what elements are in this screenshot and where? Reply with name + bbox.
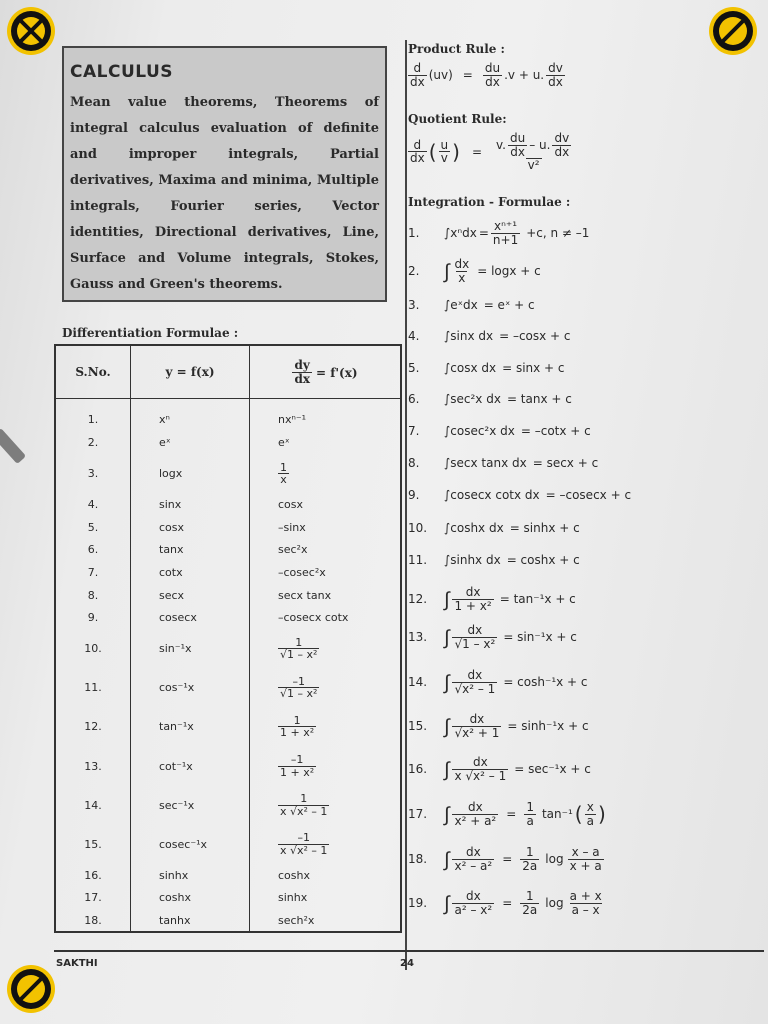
integration-title: Integration - Formulae :	[408, 195, 571, 209]
table-row	[55, 493, 401, 516]
derivative-numerator: 1	[293, 713, 301, 727]
formula-number: 15.	[408, 719, 428, 734]
quotient-rule-formula: $\frac{d}{dx}$ ( $\frac{u}{v}$ ) = v. $\frac{du}{dx}$ – u. $\frac{dv}{dx}$ v²	[410, 131, 570, 173]
row-derivative: –sinx	[250, 516, 402, 539]
formula-number: 7.	[408, 424, 420, 438]
row-number: 10.	[55, 629, 131, 668]
uv-term: (uv)	[428, 68, 453, 83]
table-row	[55, 431, 401, 454]
dx-symbol: dx	[510, 144, 525, 159]
integration-formula	[408, 624, 577, 650]
integration-formula	[408, 298, 535, 312]
row-function: cosx	[131, 516, 250, 539]
denominator: a – x	[571, 902, 600, 917]
row-function: sinx	[131, 493, 250, 516]
denominator: x² + a²	[454, 813, 497, 828]
derivative-numerator: 1	[280, 460, 287, 474]
integration-formula	[408, 361, 565, 375]
numerator: a + x	[569, 889, 602, 903]
formula-lhs: ∫sinhx dx	[444, 553, 501, 567]
formula-rhs: = sin⁻¹x + c	[503, 630, 577, 645]
formula-number: 14.	[408, 675, 428, 690]
row-function: secx	[131, 584, 250, 607]
table-row	[55, 539, 401, 562]
integrand-fraction	[452, 258, 471, 284]
formula-rhs: = –cotx + c	[520, 424, 591, 438]
numerator: dx	[469, 712, 485, 726]
formula-rhs: = coshx + c	[506, 553, 580, 567]
argument-fraction	[568, 890, 604, 916]
denominator: √x² – 1	[454, 681, 496, 696]
equals: =	[506, 807, 517, 822]
row-number: 8.	[55, 584, 131, 607]
row-number: 15.	[55, 825, 131, 864]
denominator: √x² + 1	[454, 725, 500, 740]
quotient-rule-title: Quotient Rule:	[408, 112, 507, 126]
table-row	[55, 825, 401, 864]
row-function: tan⁻¹x	[131, 707, 250, 746]
integrand-fraction	[452, 846, 494, 872]
coefficient-fraction	[524, 801, 536, 827]
row-function: coshx	[131, 887, 250, 910]
column-divider	[405, 40, 407, 970]
row-number: 18.	[55, 909, 131, 932]
integration-formula	[408, 713, 589, 739]
derivative-denominator: 1 + x²	[280, 765, 315, 779]
table-row	[55, 454, 401, 493]
row-function: tanx	[131, 539, 250, 562]
row-derivative	[250, 629, 402, 668]
integral-sign: ∫	[444, 847, 450, 872]
table-row	[55, 707, 401, 746]
row-number: 17.	[55, 887, 131, 910]
dv-symbol: dv	[554, 131, 570, 145]
formula-number: 19.	[408, 896, 428, 911]
formula-number: 5.	[408, 361, 420, 375]
v-dot: v.	[496, 137, 506, 152]
differentiation-table	[54, 344, 402, 933]
row-function: xⁿ	[131, 407, 250, 432]
integral-sign: ∫	[444, 891, 450, 916]
footer-rule	[54, 950, 764, 952]
integration-formula	[408, 553, 580, 567]
formula-number: 11.	[408, 553, 428, 567]
equals: =	[471, 144, 483, 159]
derivative-numerator: –1	[290, 753, 304, 767]
dx-symbol: dx	[548, 74, 563, 89]
row-function: cotx	[131, 561, 250, 584]
header-rhs: = f'(x)	[315, 365, 358, 380]
derivative-denominator: x	[280, 473, 287, 487]
header-sno: S.No.	[55, 345, 131, 399]
row-number: 3.	[55, 454, 131, 493]
formula-rhs: log	[545, 896, 564, 911]
formula-rhs: = –cosx + c	[499, 329, 571, 343]
row-number: 5.	[55, 516, 131, 539]
d-symbol: d	[413, 61, 422, 75]
dx-symbol: dx	[485, 74, 500, 89]
row-derivative: cosx	[250, 493, 402, 516]
denominator: n+1	[492, 232, 519, 247]
equals: =	[478, 226, 489, 241]
formula-number: 3.	[408, 298, 420, 312]
publisher-label: SAKTHI	[56, 958, 98, 969]
numerator: dx	[467, 623, 483, 637]
numerator: x – a	[571, 845, 600, 859]
row-function: cos⁻¹x	[131, 668, 250, 707]
row-derivative	[250, 454, 402, 493]
formula-number: 16.	[408, 762, 428, 777]
padding-cell	[55, 399, 131, 407]
dx-symbol: dx	[410, 151, 425, 166]
formula-lhs: ∫xⁿdx	[444, 226, 477, 241]
formula-rhs: = –cosecx + c	[545, 488, 632, 502]
syllabus-box	[62, 46, 387, 302]
derivative-denominator: x √x² – 1	[280, 804, 328, 818]
row-function: eˣ	[131, 431, 250, 454]
formula-number: 18.	[408, 852, 428, 867]
table-row	[55, 909, 401, 932]
row-number: 11.	[55, 668, 131, 707]
formula-rhs: = sec⁻¹x + c	[514, 762, 591, 777]
numerator: 1	[525, 889, 534, 903]
numerator: dx	[467, 668, 483, 682]
integrand-fraction	[452, 890, 494, 916]
paren: )	[597, 802, 606, 827]
row-number: 7.	[55, 561, 131, 584]
integrand-fraction	[452, 669, 497, 695]
derivative-denominator: x √x² – 1	[280, 843, 328, 857]
integrand-fraction	[452, 586, 493, 612]
table-row	[55, 584, 401, 607]
row-function: sin⁻¹x	[131, 629, 250, 668]
v-squared: v²	[527, 158, 540, 173]
row-derivative	[250, 747, 402, 786]
integral-sign: ∫	[444, 670, 450, 695]
numerator: dx	[468, 800, 483, 814]
integration-formula	[408, 220, 589, 246]
coefficient-fraction	[520, 890, 539, 916]
formula-lhs: ∫cosec²x dx	[444, 424, 515, 438]
formula-number: 4.	[408, 329, 420, 343]
formula-rhs: = eˣ + c	[483, 298, 535, 312]
integration-formula	[408, 801, 606, 827]
numerator: dx	[465, 585, 481, 599]
formula-number: 1.	[408, 226, 420, 241]
integration-formula	[408, 329, 571, 343]
header-dx: dx	[294, 372, 310, 386]
row-derivative: nxⁿ⁻¹	[250, 407, 402, 432]
formula-rhs: = tan⁻¹x + c	[499, 592, 576, 607]
formula-number: 13.	[408, 630, 428, 645]
row-derivative	[250, 786, 402, 825]
formula-number: 17.	[408, 807, 428, 822]
table-row	[55, 516, 401, 539]
numerator: dx	[465, 889, 481, 903]
row-derivative: –cosec²x	[250, 561, 402, 584]
integration-formula	[408, 392, 572, 406]
row-number: 6.	[55, 539, 131, 562]
integrand-fraction	[452, 624, 497, 650]
row-derivative: eˣ	[250, 431, 402, 454]
d-symbol: d	[413, 137, 422, 152]
row-derivative: coshx	[250, 864, 402, 887]
derivative-numerator: –1	[292, 674, 305, 688]
integrand-fraction	[452, 756, 508, 782]
row-function: cot⁻¹x	[131, 747, 250, 786]
formula-lhs: ∫coshx dx	[444, 521, 504, 535]
padding-cell	[131, 399, 250, 407]
product-term: .v + u.	[504, 68, 545, 83]
table-row	[55, 629, 401, 668]
differentiation-title: Differentiation Formulae :	[62, 326, 239, 340]
formula-number: 6.	[408, 392, 420, 406]
integration-formula	[408, 521, 580, 535]
formula-lhs: ∫secx tanx dx	[444, 456, 527, 470]
formula-rhs: = sinh⁻¹x + c	[507, 719, 589, 734]
row-derivative	[250, 668, 402, 707]
numerator: x	[586, 800, 594, 814]
argument-fraction	[585, 801, 596, 827]
formula-rhs: +c, n ≠ –1	[526, 226, 590, 241]
table-row	[55, 668, 401, 707]
no-pen-badge-icon	[708, 6, 758, 56]
argument-fraction	[568, 846, 604, 872]
integration-formula	[408, 846, 606, 872]
header-derivative	[250, 345, 402, 399]
denominator: 1 + x²	[454, 598, 492, 613]
formula-number: 12.	[408, 592, 428, 607]
integration-formula	[408, 488, 631, 502]
row-function: cosecx	[131, 607, 250, 630]
table-row	[55, 887, 401, 910]
formula-lhs: ∫cosx dx	[444, 361, 497, 375]
integration-formula	[408, 586, 576, 612]
header-function: y = f(x)	[131, 345, 250, 399]
integrand-fraction	[452, 801, 498, 827]
row-derivative: sec²x	[250, 539, 402, 562]
product-rule-formula	[408, 62, 565, 88]
numerator: 1	[525, 845, 534, 859]
integration-formula	[408, 258, 541, 284]
equals: =	[502, 896, 513, 911]
derivative-numerator: –1	[297, 831, 310, 845]
row-number: 1.	[55, 407, 131, 432]
row-number: 13.	[55, 747, 131, 786]
table-row	[55, 864, 401, 887]
formula-rhs: = sinx + c	[502, 361, 565, 375]
equals: =	[502, 852, 513, 867]
row-derivative: sinhx	[250, 887, 402, 910]
paren: (	[574, 802, 583, 827]
formula-rhs: tan⁻¹	[541, 807, 573, 822]
result-fraction	[491, 220, 520, 246]
numerator: dx	[454, 257, 470, 271]
integral-sign: ∫	[444, 757, 450, 782]
differentiation-rows	[55, 399, 401, 933]
denominator: a² – x²	[454, 902, 493, 917]
denominator: x² – a²	[454, 858, 493, 873]
formula-lhs: ∫cosecx cotx dx	[444, 488, 540, 502]
integration-formula	[408, 669, 588, 695]
denominator: 2a	[522, 902, 538, 917]
denominator: √1 – x²	[454, 636, 496, 651]
denominator: x + a	[569, 858, 602, 873]
row-function: cosec⁻¹x	[131, 825, 250, 864]
formula-rhs: = secx + c	[532, 456, 599, 470]
derivative-denominator: √1 – x²	[280, 687, 318, 701]
integration-formula	[408, 424, 591, 438]
table-padding	[55, 399, 401, 407]
minus-u: – u.	[529, 137, 551, 152]
row-number: 2.	[55, 431, 131, 454]
integration-formula	[408, 756, 591, 782]
integral-sign: ∫	[444, 587, 450, 612]
formula-rhs: log	[545, 852, 564, 867]
coefficient-fraction	[520, 846, 539, 872]
derivative-numerator: 1	[300, 792, 308, 806]
header-dy: dy	[294, 358, 310, 373]
denominator: a	[526, 813, 534, 828]
table-row	[55, 407, 401, 432]
table-row	[55, 607, 401, 630]
row-derivative: –cosecx cotx	[250, 607, 402, 630]
row-function: sinhx	[131, 864, 250, 887]
dx-symbol: dx	[554, 144, 570, 159]
numerator: 1	[526, 800, 534, 814]
v-symbol: v	[440, 151, 448, 166]
denominator: 2a	[522, 858, 538, 873]
row-derivative: secx tanx	[250, 584, 402, 607]
padding-cell	[250, 399, 402, 407]
equals: =	[462, 68, 473, 83]
dv-symbol: dv	[548, 61, 563, 75]
derivative-denominator: 1 + x²	[280, 726, 315, 740]
formula-rhs: = logx + c	[477, 264, 541, 279]
integral-sign: ∫	[444, 802, 450, 827]
row-function: logx	[131, 454, 250, 493]
integration-formula	[408, 890, 606, 916]
formula-rhs: = tanx + c	[506, 392, 572, 406]
row-function: tanhx	[131, 909, 250, 932]
syllabus-title: CALCULUS	[70, 62, 174, 82]
numerator: dx	[473, 755, 488, 769]
numerator: xⁿ⁺¹	[494, 219, 518, 233]
denominator: x	[458, 270, 466, 285]
formula-lhs: ∫eˣdx	[444, 298, 478, 312]
row-number: 4.	[55, 493, 131, 516]
product-rule-title: Product Rule :	[408, 42, 505, 56]
derivative-denominator: √1 – x²	[280, 648, 318, 662]
row-derivative	[250, 825, 402, 864]
integral-sign: ∫	[444, 625, 450, 650]
denominator: x √x² – 1	[454, 768, 507, 783]
syllabus-text: Mean value theorems, Theorems of integral calculus evaluation of definite and improper integrals, Partial derivatives, Maxima and minima, Multiple integrals, Fourier series, Vector identities, Directional derivatives, Line, Surface and Volume integrals, Stokes, Gauss and Green's theorems.	[70, 95, 379, 292]
derivative-numerator: 1	[295, 635, 303, 649]
row-number: 9.	[55, 607, 131, 630]
no-pen-badge-icon	[6, 6, 56, 56]
formula-number: 9.	[408, 488, 420, 502]
integrand-fraction	[452, 713, 501, 739]
formula-lhs: ∫sec²x dx	[444, 392, 501, 406]
integral-sign: ∫	[444, 714, 450, 739]
formula-number: 8.	[408, 456, 420, 470]
row-derivative: sech²x	[250, 909, 402, 932]
denominator: a	[586, 813, 594, 828]
row-number: 16.	[55, 864, 131, 887]
u-symbol: u	[440, 137, 449, 152]
formula-number: 2.	[408, 264, 420, 279]
table-row	[55, 561, 401, 584]
formula-rhs: = cosh⁻¹x + c	[503, 675, 588, 690]
table-row	[55, 747, 401, 786]
formula-number: 10.	[408, 521, 428, 535]
numerator: dx	[465, 845, 481, 859]
row-function: sec⁻¹x	[131, 786, 250, 825]
no-pen-badge-icon	[6, 964, 56, 1014]
formula-lhs: ∫sinx dx	[444, 329, 494, 343]
page-number: 24	[400, 958, 414, 969]
du-symbol: du	[510, 131, 526, 145]
row-number: 12.	[55, 707, 131, 746]
table-row	[55, 786, 401, 825]
pencil-edge	[0, 428, 26, 464]
row-derivative	[250, 707, 402, 746]
formula-rhs: = sinhx + c	[509, 521, 580, 535]
dx-symbol: dx	[410, 74, 425, 89]
integral-sign: ∫	[444, 259, 450, 284]
integration-formula	[408, 456, 598, 470]
du-symbol: du	[484, 61, 501, 75]
row-number: 14.	[55, 786, 131, 825]
